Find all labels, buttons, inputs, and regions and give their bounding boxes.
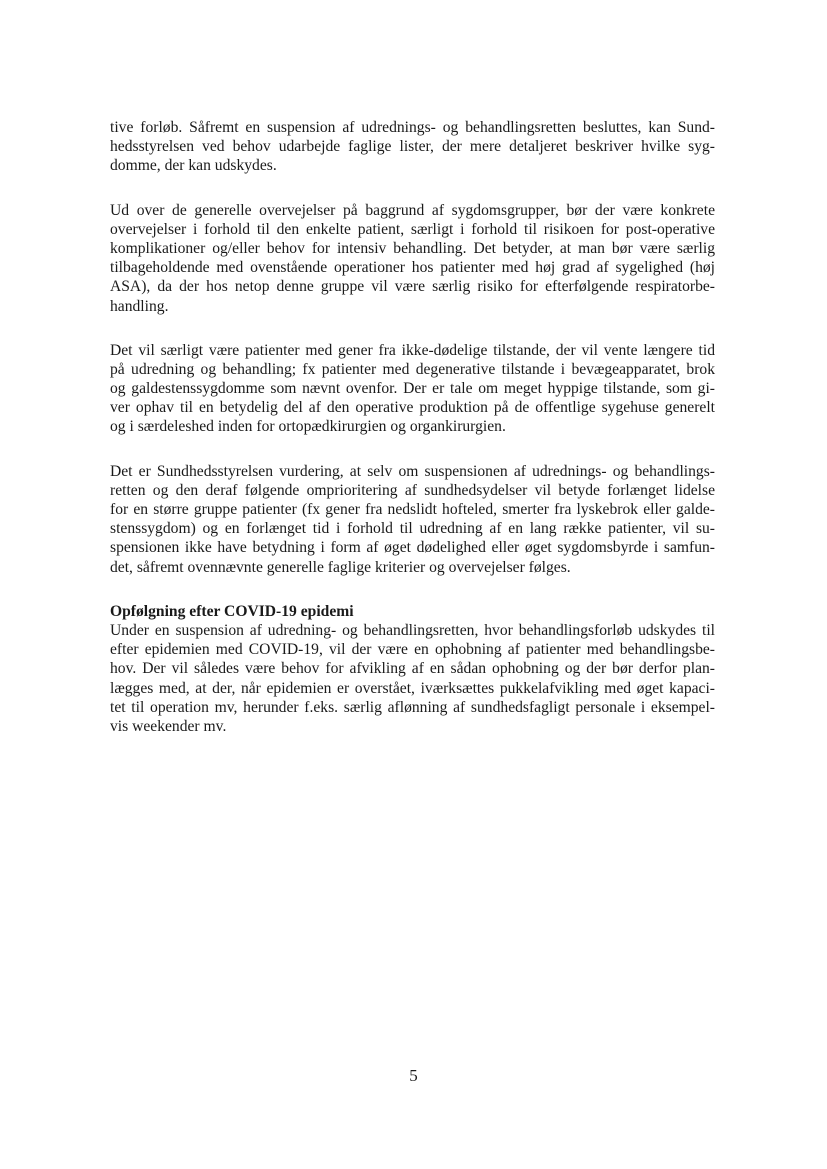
paragraph-3	[110, 341, 715, 437]
text-line: og galdestenssygdomme som nævnt ovenfor. Der er tale om meget hyppige tilstande, som gi-	[110, 380, 715, 398]
text-line: Det vil særligt være patienter med gener fra ikke-dødelige tilstande, der vil vente længere tid	[110, 341, 715, 359]
text-line: det, såfremt ovennævnte generelle faglige kriterier og overvejelser følges.	[110, 558, 571, 576]
text-line: hov. Der vil således være behov for afvikling af en sådan ophobning og der bør derfor plan-	[110, 660, 715, 678]
section-heading: Opfølgning efter COVID-19 epidemi	[110, 602, 354, 620]
text-line: retten og den deraf følgende omprioritering af sundhedsydelser vil betyde forlænget lidelse	[110, 481, 715, 499]
text-line: Det er Sundhedsstyrelsen vurdering, at selv om suspensionen af udrednings- og behandlings-	[110, 462, 715, 480]
page-number: 5	[409, 1066, 418, 1085]
text-line: stenssygdom) og en forlænget tid i forhold til udredning af en lang række patienter, vil su-	[110, 520, 715, 538]
text-line: for en større gruppe patienter (fx gener fra nedslidt hofteled, smerter fra lyskebrok eller galde-	[110, 501, 715, 518]
text-line: vis weekender mv.	[110, 717, 227, 735]
text-line: efter epidemien med COVID-19, vil der være en ophobning af patienter med behandlingsbe-	[110, 641, 715, 659]
text-line: spensionen ikke have betydning i form af øget dødelighed eller øget sygdomsbyrde i samfun-	[110, 539, 715, 557]
text-line: Ud over de generelle overvejelser på baggrund af sygdomsgrupper, bør der være konkrete	[110, 201, 715, 219]
text-line: domme, der kan udskydes.	[110, 157, 277, 175]
text-line: og i særdeleshed inden for ortopædkirurgien og organkirurgien.	[110, 418, 506, 436]
paragraph-4	[110, 462, 715, 577]
text-line: ASA), da der hos netop denne gruppe vil være særlig risiko for efterfølgende respiratorbe-	[110, 278, 715, 296]
text-line: tilbageholdende med ovenstående operationer hos patienter med høj grad af sygelighed (høj	[110, 259, 715, 277]
text-line: tet til operation mv, herunder f.eks. særlig aflønning af sundhedsfagligt personale i eksempel-	[110, 698, 715, 716]
text-line: handling.	[110, 297, 169, 315]
section-covid-follow-up	[110, 602, 715, 736]
paragraph-2	[110, 201, 715, 316]
text-line: på udredning og behandling; fx patienter med degenerative tilstande i bevægeapparatet, brok	[110, 360, 715, 378]
text-line: hedsstyrelsen ved behov udarbejde faglige lister, der mere detaljeret beskriver hvilke syg-	[110, 138, 715, 156]
text-line: tive forløb. Såfremt en suspension af udrednings- og behandlingsretten besluttes, kan Sund-	[110, 119, 715, 136]
document-page	[110, 118, 715, 736]
text-line: Under en suspension af udredning- og behandlingsretten, hvor behandlingsforløb udskydes til	[110, 621, 715, 639]
text-line: overvejelser i forhold til den enkelte patient, særligt i forhold til risikoen for post-operative	[110, 220, 715, 238]
text-line: lægges med, at der, når epidemien er overstået, iværksættes pukkelafvikling med øget kapaci-	[110, 679, 715, 697]
text-line: ver ophav til en betydelig del af den operative produktion på de offentlige sygehuse generelt	[110, 399, 715, 417]
text-line: komplikationer og/eller behov for intensiv behandling. Det betyder, at man bør være særlig	[110, 239, 715, 257]
paragraph-1	[110, 118, 715, 176]
